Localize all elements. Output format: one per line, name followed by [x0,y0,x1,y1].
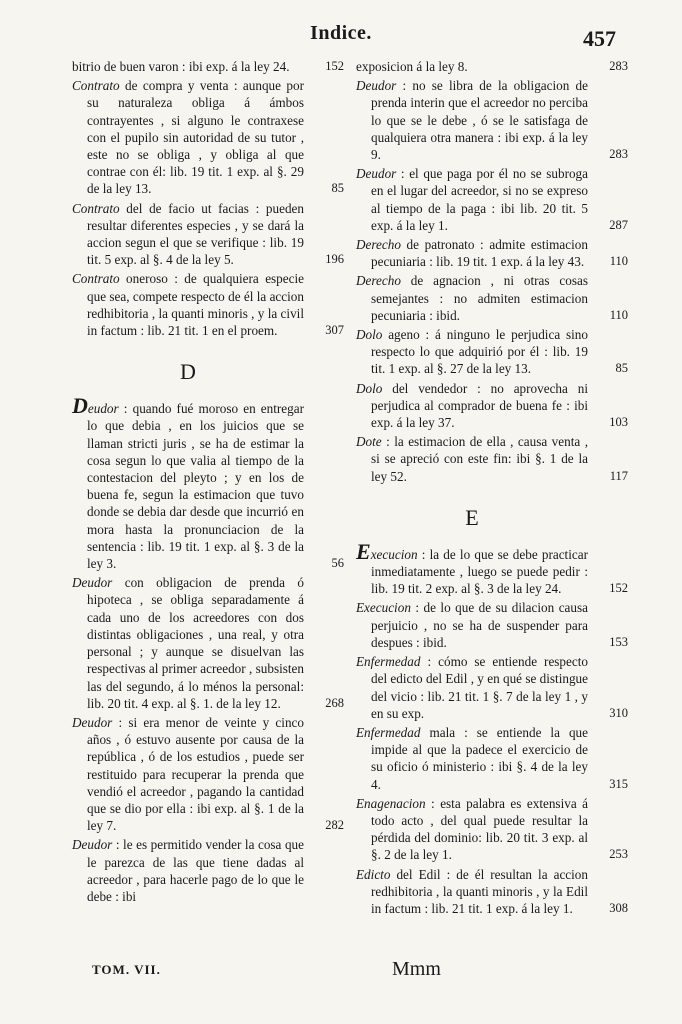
entry-page-number: 85 [331,181,344,196]
entry-text: : cómo se entiende respecto del edicto del Edil , y en qué se distingue del vicio : lib. 21 tit. 1 §. 7 de la ley 1 , y en su exp. [371,654,588,721]
entry-headword: xecucion [370,546,418,562]
entry-headword: Contrato [72,200,120,216]
entry-page-number: 56 [331,556,344,571]
index-entry [72,714,344,834]
left-column [72,58,344,907]
entry-page-number: 287 [609,217,628,232]
entry-text: : si era menor de veinte y cinco años , ó estuvo ausente por causa de la república , ó de los estudios , puede ser restituido para recuperar la prenda que vendió el acreedor , pagando la cantidad que se dio por ella : ibi exp. al §. 1 de la ley 7. [87,714,304,834]
index-entry [356,77,628,163]
index-entry [72,270,344,339]
page-number: 457 [583,26,616,51]
entry-text: oneroso : de qualquiera especie que sea, compete respecto de él la accion redhibitoria , la quanti minoris , y la civil in factum : lib. 21 tit. 1 en el proem. [87,271,304,339]
entry-text: : le es permitido vender la cosa que le parezca de las que tiene dadas al acreedor , para hacerle pago de lo que le debe : ibi [87,837,304,904]
entry-text: : esta palabra es extensiva á todo acto , del qual puede resultar la pérdida del dominio: lib. 20 tit. 3 exp. al §. 2 de la ley 1. [371,795,588,863]
entry-page-number: 268 [325,695,344,710]
index-entry [356,653,628,722]
entry-headword: Dote [356,434,382,450]
entry-page-number: 85 [615,361,628,376]
index-entry [356,236,628,270]
index-entry [356,58,628,75]
entry-headword: Enagenacion [356,795,426,811]
entry-text: con obligacion de prenda ó hipoteca , se obliga separadamente á cada uno de los acreedores con dos distintas obligaciones , una real, y otra personal ; y aunque se disuelvan las respectivas al primer acreedor , subsisten las del segundo, á lo ménos la personal: lib. 20 tit. 4 exp. al §. 1. de la ley 12. [87,575,304,711]
index-entry [356,866,628,918]
entry-page-number: 253 [609,847,628,862]
entry-page-number: 283 [609,59,628,73]
entry-text: del de facio ut facias : pueden resultar diferentes especies , y se dará la accion segun el que se verifique : lib. 19 tit. 5 exp. al §. 4 de la ley 5. [87,200,304,268]
entry-page-number: 196 [325,252,344,267]
index-entry [356,326,628,378]
index-entry [72,836,304,905]
index-entry [356,538,628,598]
entry-text: bitrio de buen varon : ibi exp. á la ley 24. [72,59,290,74]
entry-text: : la de lo que se debe practicar inmediatamente , luego se puede pedir : lib. 19 tit. 2 exp. al §. 3 de la ley 24. [371,546,588,597]
entry-page-number: 308 [609,900,628,915]
entry-text: : la estimacion de ella , causa venta , si se apreció con este fin: ibi §. 1 de la ley 52. [371,434,588,484]
entry-headword: Dolo [356,380,383,396]
volume-label: TOM. VII. [92,962,161,977]
entry-headword: Deudor [72,837,113,853]
entry-text: : quando fué moroso en entregar lo que debia , en los juicios que se llaman stricti juris , se ha de estimar la cosa segun lo que valia al tiempo de la contestacion del pleyto ; y en los de buena fe, segun la estimacion que tuvo donde se debia dar desde que incurrió en mora hasta la pronunciacion de la sentencia : lib. 19 tit. 1 exp. al §. 3 de la ley 3. [87,401,304,572]
entry-headword: Enfermedad [356,724,421,740]
entry-page-number: 110 [609,254,628,269]
index-entry [356,795,628,864]
page-title: Indice. [310,22,372,44]
entry-headword: Dolo [356,327,383,343]
entry-page-number: 315 [609,776,628,791]
initial-letter: D [72,393,88,419]
entry-text: mala : se entiende la que impide al que la padece el exercicio de su oficio ó ministerio : ibi §. 4 de la ley 4. [371,724,588,792]
entry-text: de compra y venta : aunque por su naturaleza obliga á ámbos contrayentes , si alguno le contraxese con el pupilo sin autoridad de su tutor , este no se obliga , y obliga al que contrae con él: lib. 19 tit. 1 exp. al §. 29 de la ley 13. [87,78,304,197]
entry-text: exposicion á la ley 8. [356,59,468,74]
entry-text: ageno : á ninguno le perjudica sino respecto lo que adquirió por él : lib. 19 tit. 1 exp. al §. 27 de la ley 13. [371,327,588,377]
index-entry [356,380,628,432]
entry-page-number: 310 [609,705,628,720]
entry-headword: Deudor [72,714,113,730]
index-entry [72,574,344,712]
entry-page-number: 307 [325,323,344,338]
entry-page-number: 110 [609,307,628,322]
entry-headword: Execucion [356,600,411,616]
entry-page-number: 152 [609,581,628,596]
entry-text: del vendedor : no aprovecha ni perjudica al comprador de buena fe : ibi exp. á la ley 37. [371,380,588,431]
entry-text: : no se libra de la obligacion de prenda interin que el acreedor no perciba lo que se le debe , ó se le satisfaga de qualquiera otra manera : ibi exp. á la ley 9. [371,78,588,163]
entry-headword: Enfermedad [356,654,421,670]
index-entry [356,724,628,793]
right-column [356,58,628,919]
entry-headword: Derecho [356,237,401,253]
entry-text: del Edil : de él resultan la accion redhibitoria , la quanti minoris , y la Edil in factum : lib. 21 tit. 1 exp. á la ley 1. [371,866,588,916]
entry-text: de patronato : admite estimacion pecuniaria : lib. 19 tit. 1 exp. á la ley 43. [371,237,588,270]
index-entry [72,77,344,197]
entry-headword: Deudor [356,166,397,182]
index-entry [72,58,344,75]
entry-page-number: 282 [325,818,344,833]
signature-mark: Mmm [392,958,441,980]
entry-headword: Deudor [356,78,397,94]
entry-text: de agnacion , ni otras cosas semejantes : no admiten estimacion pecuniaria : ibid. [371,273,588,323]
entry-headword: Contrato [72,78,120,94]
entry-headword: Deudor [72,575,113,591]
entry-text: : de lo que de su dilacion causa perjuicio , no se ha de suspender para despues : ibid. [371,600,588,650]
section-letter-d: D [180,359,196,385]
entry-headword: eudor [87,401,119,417]
section-letter-e: E [465,504,479,530]
index-entry [356,165,628,234]
index-entry [356,433,628,485]
entry-page-number: 117 [609,468,628,483]
entry-headword: Derecho [356,273,401,289]
entry-page-number: 283 [609,147,628,162]
initial-letter: E [356,538,371,564]
index-entry [356,272,628,324]
entry-headword: Edicto [356,866,391,882]
index-entry [72,393,344,572]
entry-text: : el que paga por él no se subroga en el lugar del acreedor, si no se expreso al tiempo de la paga : ibi lib. 20 tit. 5 exp. á la ley 1. [371,166,588,233]
entry-headword: Contrato [72,271,120,287]
entry-page-number: 103 [609,415,628,430]
entry-page-number: 152 [325,59,344,73]
index-entry [356,599,628,651]
entry-page-number: 153 [609,634,628,649]
index-entry [72,200,344,269]
